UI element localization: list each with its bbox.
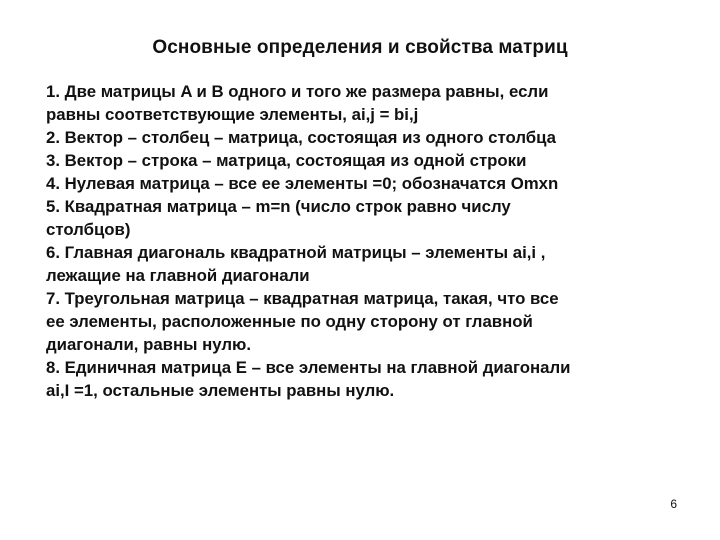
body-line-11: ее элементы, расположенные по одну сторону от главной: [46, 312, 533, 331]
body-line-1: 1. Две матрицы A и B одного и того же размера равны, если: [46, 82, 549, 101]
body-line-13: 8. Единичная матрица E – все элементы на главной диагонали: [46, 358, 571, 377]
body-line-6: 5. Квадратная матрица – m=n (число строк равно числу: [46, 197, 511, 216]
slide-title: Основные определения и свойства матриц: [152, 37, 568, 58]
body-line-8: 6. Главная диагональ квадратной матрицы – элементы ai,i ,: [46, 243, 546, 262]
body-line-5: 4. Нулевая матрица – все ее элементы =0; обозначатся Omxn: [46, 174, 559, 193]
body-line-12: диагонали, равны нулю.: [46, 335, 252, 354]
body-line-14: ai,I =1, остальные элементы равны нулю.: [46, 381, 395, 400]
body-line-10: 7. Треугольная матрица – квадратная матрица, такая, что все: [46, 289, 559, 308]
slide-body: [46, 80, 686, 402]
body-line-2: равны соответствующие элементы, ai,j = bi,j: [46, 105, 419, 124]
body-line-3: 2. Вектор – столбец – матрица, состоящая из одного столбца: [46, 128, 556, 147]
body-line-7: столбцов): [46, 220, 131, 239]
body-line-4: 3. Вектор – строка – матрица, состоящая из одной строки: [46, 151, 527, 170]
body-line-9: лежащие на главной диагонали: [46, 266, 310, 285]
page-number: 6: [670, 497, 677, 511]
